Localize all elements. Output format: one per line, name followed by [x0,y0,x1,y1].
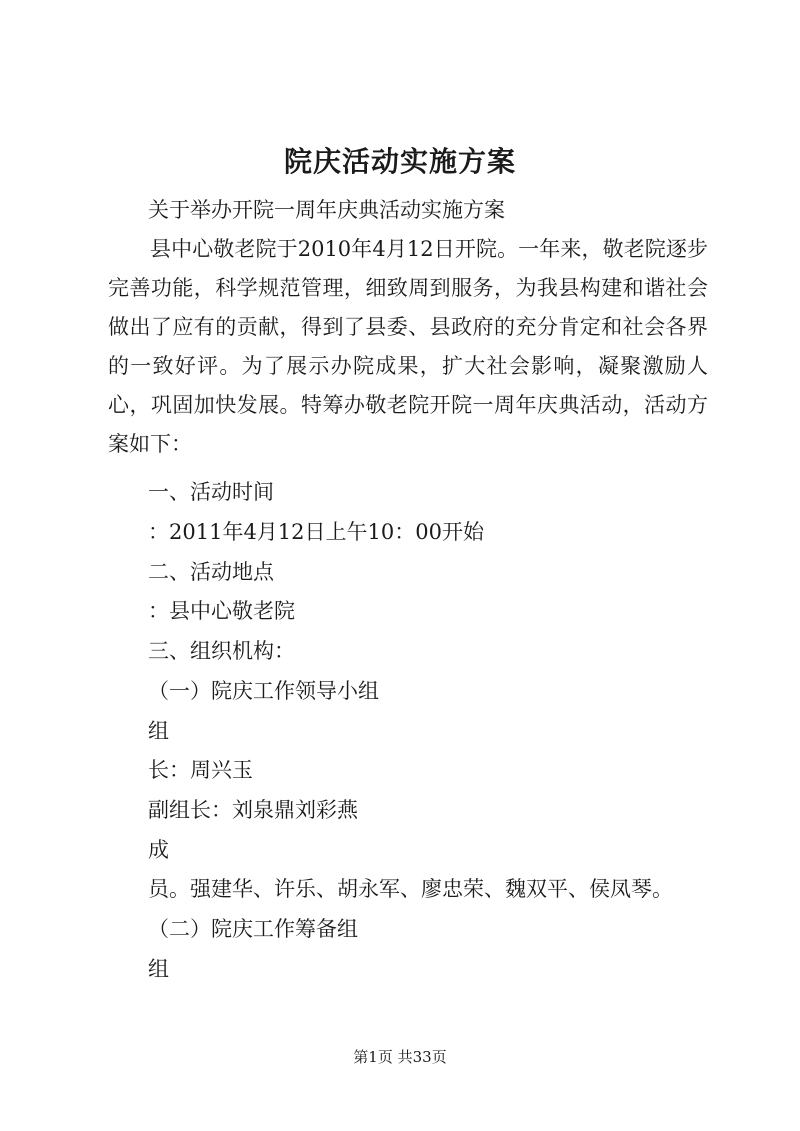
document-subtitle: 关于举办开院一周年庆典活动实施方案 [148,198,505,222]
intro-paragraph: 县中心敬老院于2010年4月12日开院。一年来，敬老院逐步完善功能，科学规范管理，细致周到服务，为我县构建和谐社会做出了应有的贡献，得到了县委、县政府的充分肯定和社会各界的一致好评。为了展示办院成果，扩大社会影响，凝聚激励人心，巩固加快发展。特筹办敬老院开院一周年庆典活动，活动方案如下： [108,237,708,456]
list-item: 副组长：刘泉鼎刘彩燕 [148,798,358,822]
section-heading-location: 二、活动地点 [148,560,274,584]
subsection-preparation-group: （二）院庆工作筹备组 [148,917,358,941]
list-item: 组 [148,957,169,981]
page-footer: 第1页 共33页 [353,1048,447,1066]
time-detail: ：2011年4月12日上午10：00开始 [148,520,484,544]
document-title: 院庆活动实施方案 [283,145,516,178]
list-item: 员。强建华、许乐、胡永军、廖忠荣、魏双平、侯凤琴。 [148,877,673,901]
location-detail: ：县中心敬老院 [148,599,295,623]
section-heading-time: 一、活动时间 [148,480,274,504]
list-item: 长：周兴玉 [148,758,253,782]
list-item: 组 [148,719,169,743]
list-item: 成 [148,838,169,862]
subsection-leadership-group: （一）院庆工作领导小组 [148,679,379,703]
section-heading-organization: 三、组织机构： [148,639,295,663]
